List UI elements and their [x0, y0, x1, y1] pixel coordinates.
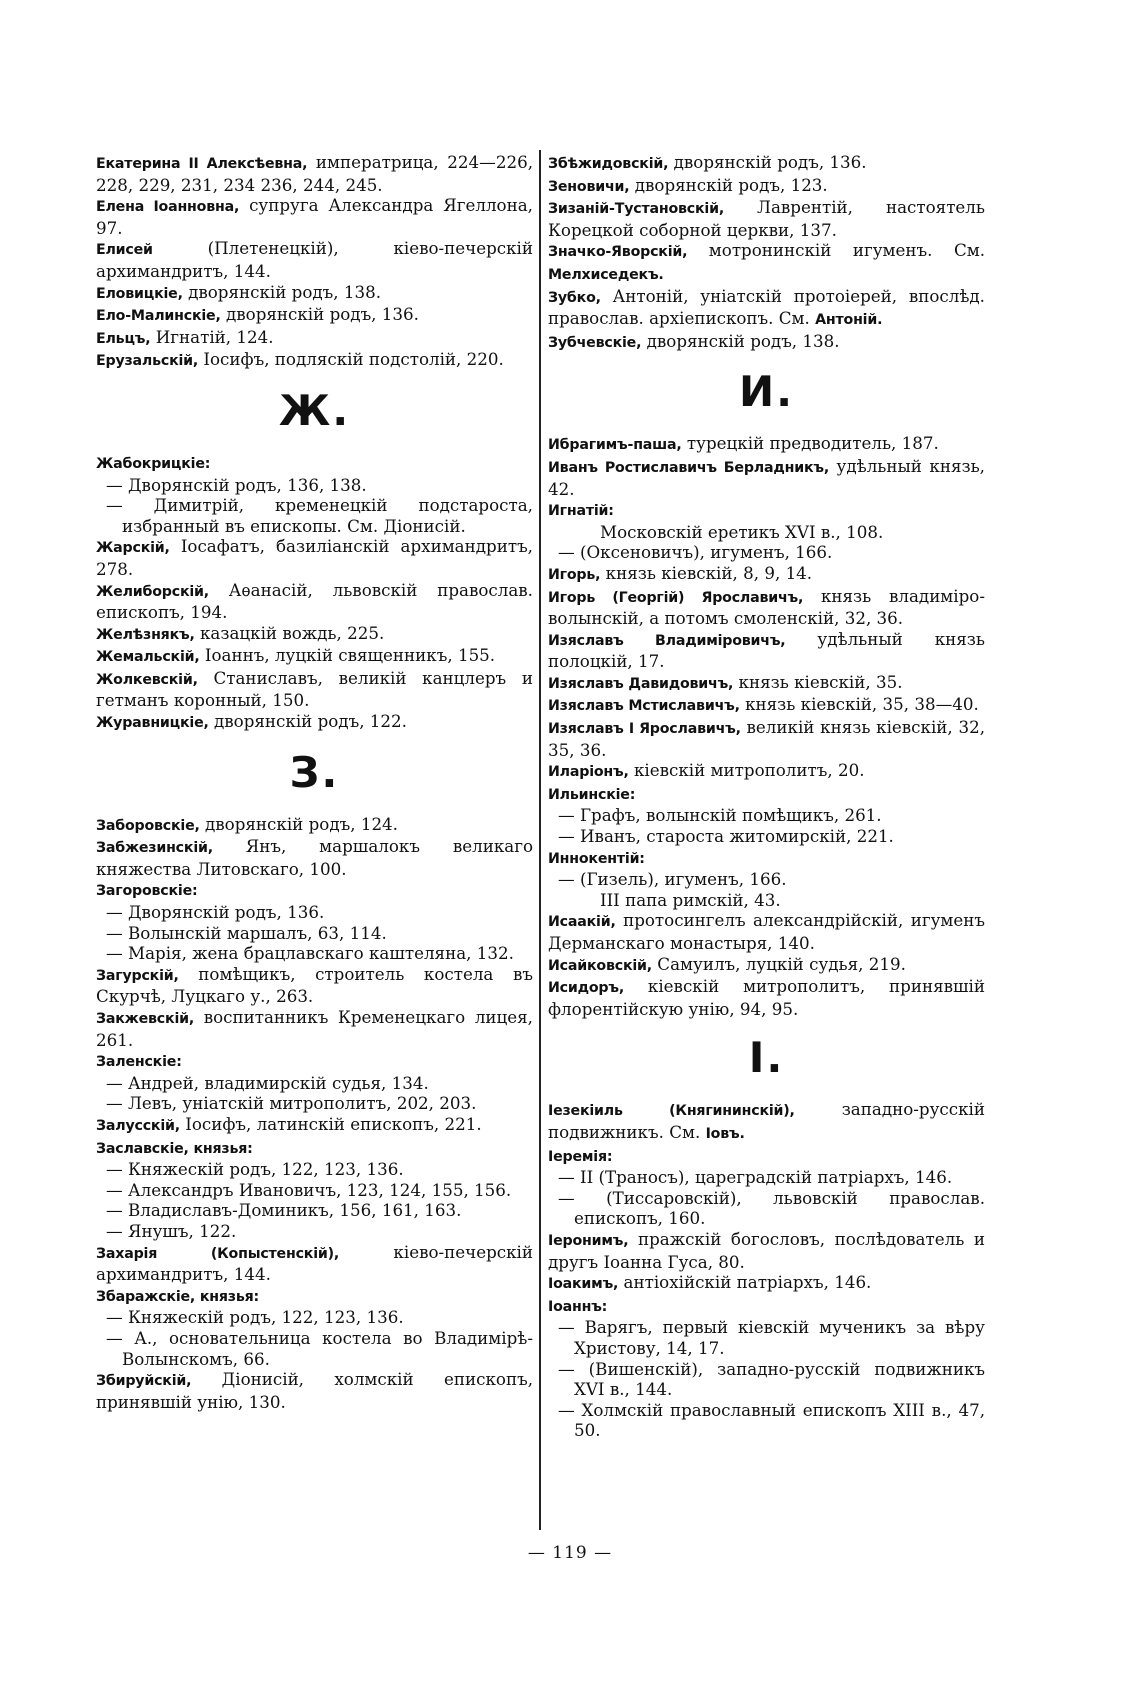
sub-entry: — Княжескій родъ, 122, 123, 136.	[106, 1307, 404, 1328]
entry-text: кіевскій митрополитъ, 20.	[628, 760, 865, 781]
index-entry	[548, 1272, 985, 1295]
index-entry	[548, 286, 985, 331]
entry-heading: Ибрагимъ-паша,	[548, 437, 682, 454]
entry-text: дворянскій родъ, 124.	[199, 813, 398, 834]
page-number: — 119 —	[527, 1543, 613, 1563]
index-entry	[548, 1145, 985, 1168]
entry-text: Іоаннъ, луцкій священникъ, 155.	[199, 645, 496, 666]
entry-heading: Желѣзнякъ,	[96, 626, 195, 643]
index-entry	[96, 1369, 533, 1412]
index-entry	[548, 433, 985, 456]
index-entry	[96, 536, 533, 579]
index-entry	[548, 175, 985, 198]
entry-heading: Загоровскіе:	[96, 883, 198, 900]
index-entry	[96, 964, 533, 1007]
entry-heading: Зеновичи,	[548, 178, 630, 195]
entry-text: мотронинскій игуменъ. См.	[687, 240, 985, 261]
index-entry	[96, 1285, 533, 1308]
column-divider	[539, 150, 541, 1530]
sub-entry: — Дворянскій родъ, 136.	[106, 902, 325, 923]
entry-heading: Іоаннъ:	[548, 1298, 608, 1315]
section-letter-i-decimal: I.	[748, 1033, 785, 1083]
entry-text: казацкій вождь, 225.	[194, 622, 385, 643]
entry-text: дворянскій родъ, 123.	[629, 174, 828, 195]
entry-text: императрица, 224—226, 228, 229, 231, 234 236, 244, 245.	[96, 152, 533, 195]
entry-text: Аѳанасій, львовскій православ. епископъ, 194.	[96, 579, 533, 623]
index-entry	[96, 879, 533, 902]
sub-entry: — II (Траносъ), цареградскій патріархъ, 146.	[558, 1167, 953, 1188]
entry-heading: Загурскій,	[96, 967, 179, 984]
entry-heading: Забжезинскій,	[96, 840, 213, 857]
index-entry	[96, 1242, 533, 1285]
entry-text: протосингелъ александрійскій, игуменъ Дерманскаго монастыря, 140.	[548, 910, 985, 953]
entry-heading: Зубко,	[548, 289, 601, 306]
entry-text: дворянскій родъ, 122.	[208, 711, 407, 732]
entry-text: турецкій предводитель, 187.	[681, 433, 939, 454]
index-entry	[548, 1295, 985, 1318]
entry-heading: Журавницкіе,	[96, 715, 209, 732]
sub-entry: — Янушъ, 122.	[106, 1220, 237, 1241]
cross-reference: Антоній.	[815, 312, 883, 329]
entry-heading: Захарія (Копыстенскій),	[96, 1245, 340, 1262]
entry-heading: Изяславъ I Ярославичъ,	[548, 721, 741, 738]
index-entry	[548, 976, 985, 1019]
index-entry	[96, 580, 533, 623]
entry-text: западно-русскій подвижникъ. См.	[548, 1099, 985, 1142]
entry-heading: Изяславъ Владиміровичъ,	[548, 632, 786, 649]
section-letter-ze: З.	[289, 747, 340, 797]
index-entry	[548, 1099, 985, 1144]
index-entry	[548, 197, 985, 240]
entry-text: дворянскій родъ, 136.	[668, 152, 867, 172]
entry-text: помѣщикъ, строитель костела въ Скурчѣ, Луцкаго у., 263.	[96, 963, 533, 1007]
sub-entry: — Александръ Ивановичъ, 123, 124, 155, 156.	[106, 1179, 512, 1200]
entry-heading: Значко-Яворскій,	[548, 244, 688, 261]
entry-heading: Заславскіе, князья:	[96, 1140, 253, 1157]
sub-entry: — Холмскій православный епископъ XIII в., 47, 50.	[558, 1399, 985, 1441]
index-entry	[96, 1050, 533, 1073]
entry-heading: Жолкевскій,	[96, 671, 198, 688]
index-entry	[96, 1007, 533, 1050]
index-entry	[548, 499, 985, 522]
index-entry	[96, 645, 533, 668]
index-entry	[548, 563, 985, 586]
entry-text: Іосафатъ, базиліанскій архимандритъ, 278.	[96, 536, 533, 579]
index-entry	[548, 760, 985, 783]
entry-heading: Заборовскіе,	[96, 817, 200, 834]
entry-text: кіевскій митрополитъ, принявшій флорентійскую унію, 94, 95.	[548, 976, 985, 1019]
index-entry	[96, 623, 533, 646]
sub-entry: — Дворянскій родъ, 136, 138.	[106, 474, 367, 495]
sub-entry: — Левъ, уніатскій митрополитъ, 202, 203.	[106, 1093, 477, 1114]
entry-heading: Исайковскій,	[548, 957, 652, 974]
entry-heading: Ильинскіе:	[548, 786, 636, 803]
entry-heading: Игорь,	[548, 566, 601, 583]
sub-entry: — А., основательница костела во Владимірѣ-Волынскомъ, 66.	[106, 1327, 533, 1369]
entry-heading: Закжевскій,	[96, 1011, 195, 1027]
sub-entry: Московскій еретикъ XVI в., 108.	[600, 521, 884, 542]
entry-text: Янъ, маршалокъ великаго княжества Литовскаго, 100.	[96, 836, 533, 879]
entry-heading: Елена Іоанновна,	[96, 199, 240, 216]
entry-heading: Иларіонъ,	[548, 764, 629, 781]
index-entry	[548, 152, 985, 175]
entry-text: Станиславъ, великій канцлеръ и гетманъ коронный, 150.	[96, 667, 533, 711]
entry-heading: Исаакій,	[548, 914, 616, 931]
entry-text: (Плетенецкій), кіево-печерскій архимандритъ, 144.	[96, 238, 533, 281]
index-entry	[96, 452, 533, 475]
entry-text: князь кіевскій, 35.	[733, 671, 903, 692]
sub-entry: — (Гизель), игуменъ, 166.	[558, 869, 787, 890]
entry-heading: Изяславъ Давидовичъ,	[548, 675, 734, 692]
entry-heading: Ело-Малинскіе,	[96, 308, 221, 325]
entry-text: Антоній, уніатскій протоіерей, впослѣд. православ. архіепископъ. См.	[548, 285, 985, 329]
entry-text: воспитанникъ Кременецкаго лицея, 261.	[96, 1007, 533, 1050]
right-column	[548, 152, 985, 1441]
entry-heading: Зизаній-Тустановскій,	[548, 201, 725, 218]
index-entry	[548, 331, 985, 354]
entry-text: удѣльный князь, 42.	[548, 455, 985, 499]
index-entry	[548, 456, 985, 499]
entry-heading: Жемальскій,	[96, 649, 200, 666]
entry-heading: Збѣжидовскій,	[548, 156, 669, 172]
index-entry	[96, 1137, 533, 1160]
index-entry	[548, 672, 985, 695]
left-column	[96, 152, 533, 1412]
entry-heading: Иванъ Ростиславичъ Берладникъ,	[548, 459, 830, 476]
entry-heading: Іезекіиль (Княгининскій),	[548, 1103, 795, 1120]
entry-heading: Іоакимъ,	[548, 1276, 619, 1293]
entry-text: дворянскій родъ, 136.	[220, 304, 419, 325]
entry-heading: Елисей	[96, 242, 153, 259]
index-entry	[548, 910, 985, 953]
sub-entry: — Волынскій маршалъ, 63, 114.	[106, 922, 387, 943]
sub-entry: — Иванъ, староста житомирскій, 221.	[558, 826, 894, 847]
entry-heading: Збируйскій,	[96, 1373, 192, 1390]
index-entry	[96, 304, 533, 327]
index-entry	[96, 1114, 533, 1137]
entry-heading: Зубчевскіе,	[548, 334, 642, 351]
entry-text: князь владиміро-волынскій, а потомъ смоленскій, 32, 36.	[548, 585, 985, 629]
sub-entry: — (Оксеновичъ), игуменъ, 166.	[558, 542, 833, 563]
sub-entry: — Андрей, владимирскій судья, 134.	[106, 1072, 429, 1093]
index-entry	[96, 349, 533, 372]
sub-entry: III папа римскій, 43.	[600, 889, 781, 910]
entry-heading: Залусскій,	[96, 1117, 180, 1134]
entry-text: Іосифъ, подляскій подстолій, 220.	[198, 349, 504, 370]
entry-text: Діонисій, холмскій епископъ, принявшій унію, 130.	[96, 1369, 533, 1412]
sub-entry: — Марія, жена брацлавскаго каштеляна, 132.	[106, 943, 514, 964]
entry-text: дворянскій родъ, 138.	[182, 281, 382, 302]
index-entry	[96, 327, 533, 350]
cross-reference: Мелхиседекъ.	[548, 266, 664, 283]
entry-heading: Збаражскіе, князья:	[96, 1288, 260, 1305]
index-entry	[96, 195, 533, 238]
index-entry	[548, 954, 985, 977]
index-entry	[96, 238, 533, 281]
cross-reference: Іовъ.	[705, 1125, 745, 1142]
index-entry	[548, 783, 985, 806]
entry-text: дворянскій родъ, 138.	[641, 330, 840, 351]
entry-heading: Іеремія:	[548, 1148, 613, 1165]
entry-heading: Екатерина II Алексѣевна,	[96, 156, 308, 172]
index-entry	[548, 586, 985, 629]
index-entry	[96, 711, 533, 734]
entry-heading: Исидоръ,	[548, 980, 625, 997]
entry-text: князь кіевскій, 8, 9, 14.	[600, 562, 813, 583]
entry-heading: Игнатій:	[548, 503, 614, 520]
entry-text: Іосифъ, латинскій епископъ, 221.	[179, 1113, 482, 1134]
entry-heading: Жабокрицкіе:	[96, 455, 211, 472]
entry-text: великій князь кіевскій, 32, 35, 36.	[548, 717, 985, 760]
sub-entry: — (Вишенскій), западно-русскій подвижникъ XVI в., 144.	[558, 1358, 985, 1400]
index-entry	[96, 814, 533, 837]
index-entry	[96, 282, 533, 305]
sub-entry: — Княжескій родъ, 122, 123, 136.	[106, 1159, 404, 1180]
sub-entry: — Владиславъ-Доминикъ, 156, 161, 163.	[106, 1200, 462, 1221]
entry-text: князь кіевскій, 35, 38—40.	[739, 694, 979, 715]
entry-heading: Жарскій,	[96, 540, 170, 557]
entry-heading: Ерузальскій,	[96, 353, 199, 370]
section-letter-zhe: Ж.	[278, 385, 351, 435]
entry-heading: Іеронимъ,	[548, 1232, 629, 1249]
index-entry	[548, 694, 985, 717]
entry-text: супруга Александра Ягеллона, 97.	[96, 195, 533, 238]
entry-heading: Игорь (Георгій) Ярославичъ,	[548, 589, 804, 606]
index-entry	[96, 152, 533, 195]
sub-entry: — Варягъ, первый кіевскій мученикъ за вѣру Христову, 14, 17.	[558, 1317, 985, 1358]
section-letter-i: И.	[738, 367, 795, 417]
entry-text: кіево-печерскій архимандритъ, 144.	[96, 1241, 533, 1285]
entry-heading: Ельцъ,	[96, 330, 151, 347]
index-entry	[548, 717, 985, 760]
entry-text: антіохійскій патріархъ, 146.	[618, 1272, 872, 1293]
entry-text: Самуилъ, луцкій судья, 219.	[652, 953, 906, 974]
index-entry	[96, 668, 533, 711]
sub-entry: — Графъ, волынскій помѣщикъ, 261.	[558, 805, 882, 826]
index-entry	[96, 836, 533, 879]
entry-text: Лаврентій, настоятель Корецкой соборной церкви, 137.	[548, 197, 985, 240]
index-entry	[548, 847, 985, 870]
entry-text: Игнатій, 124.	[150, 326, 274, 347]
entry-heading: Еловицкіе,	[96, 285, 183, 302]
entry-heading: Иннокентій:	[548, 850, 645, 867]
entry-heading: Заленскіе:	[96, 1054, 182, 1071]
sub-entry: — (Тиссаровскій), львовскій православ. епископъ, 160.	[558, 1187, 985, 1229]
index-entry	[548, 629, 985, 672]
entry-heading: Желиборскій,	[96, 583, 209, 600]
entry-heading: Изяславъ Мстиславичъ,	[548, 698, 740, 715]
entry-text: удѣльный князь полоцкій, 17.	[548, 628, 985, 672]
index-entry	[548, 1229, 985, 1272]
entry-text: пражскій богословъ, послѣдователь и другъ Іоанна Гуса, 80.	[548, 1228, 985, 1272]
sub-entry: — Димитрій, кременецкій подстароста, избранный въ епископы. См. Діонисій.	[106, 495, 533, 536]
index-entry	[548, 240, 985, 285]
